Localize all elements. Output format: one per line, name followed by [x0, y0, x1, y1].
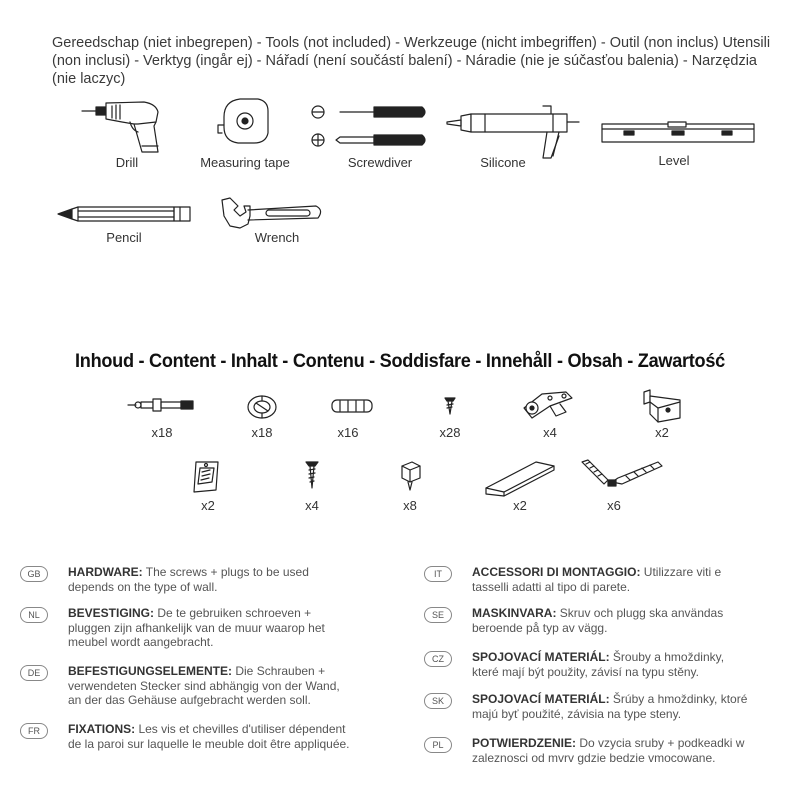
hardware-note-pl: PL POTWIERDZENIE: Do vzycia sruby + podkeadki w zaleznosci od mvrv gdzie bedzie vmocowane. — [424, 736, 754, 765]
hanging-bracket-icon — [640, 388, 688, 424]
hardware-note-sk: SK SPOJOVACÍ MATERIÁL: Šrúby a hmoždinky, ktoré majú byť použité, závisia na type steny. — [424, 692, 754, 721]
lang-badge-de: DE — [20, 665, 48, 681]
tool-label-level: Level — [658, 153, 690, 168]
tool-label-wrench: Wrench — [254, 230, 300, 245]
part-qty-hanging-bracket: x2 — [655, 425, 669, 440]
part-qty-wall-plate: x2 — [201, 498, 215, 513]
lang-badge-sk: SK — [424, 693, 452, 709]
tool-label-screwdriver: Screwdiver — [347, 155, 413, 170]
hinge-icon — [520, 388, 576, 422]
hardware-note-se: SE MASKINVARA: Skruv och plugg ska användas beroende på typ av vägg. — [424, 606, 754, 635]
measuring-tape-icon — [218, 97, 272, 145]
hardware-note-de: DE BEFESTIGUNGSELEMENTE: Die Schrauben + verwendeten Stecker sind abhängig von der Wand, an der das Gehäuse aufgebracht werden soll. — [20, 664, 350, 708]
tools-header: Gereedschap (niet inbegrepen) - Tools (not included) - Werkzeuge (nicht imbegriffen) - Outil (non inclus) Utensili (non inclusi) - Verktyg (ingår ej) - Nářadí (není součástí balení) - Náradie (nie je súčasťou balenia) - Narzędzia (nie laczyc) — [52, 35, 771, 87]
lang-badge-pl: PL — [424, 737, 452, 753]
part-qty-cam-lock: x18 — [251, 425, 273, 440]
lang-badge-it: IT — [424, 566, 452, 582]
part-qty-wall-plug-screw: x6 — [607, 498, 621, 513]
part-qty-small-screw: x28 — [439, 425, 461, 440]
part-qty-screw: x4 — [305, 498, 319, 513]
part-qty-metal-rail: x2 — [513, 498, 527, 513]
lang-badge-fr: FR — [20, 723, 48, 739]
hardware-note-cz: CZ SPOJOVACÍ MATERIÁL: Šrouby a hmoždinky, které mají být použity, závisí na typu stěny. — [424, 650, 754, 679]
lang-badge-se: SE — [424, 607, 452, 623]
cam-bolt-icon — [128, 396, 194, 414]
screwdriver-icon — [310, 104, 430, 150]
part-qty-dowel: x16 — [337, 425, 359, 440]
wall-plug-screw-icon — [578, 458, 664, 490]
lang-badge-cz: CZ — [424, 651, 452, 667]
tool-label-pencil: Pencil — [106, 230, 142, 245]
pencil-icon — [58, 206, 190, 222]
wrench-icon — [220, 196, 324, 232]
cam-lock-icon — [246, 394, 278, 420]
lang-badge-nl: NL — [20, 607, 48, 623]
tool-label-measuring-tape: Measuring tape — [200, 155, 290, 170]
hardware-note-it: IT ACCESSORI DI MONTAGGIO: Utilizzare viti e tasselli adatti al tipo di parete. — [424, 565, 754, 594]
level-icon — [602, 122, 754, 146]
hardware-note-nl: NL BEVESTIGING: De te gebruiken schroeven + pluggen zijn afhankelijk van de muur waarop het meubel wordt aangebracht. — [20, 606, 350, 650]
part-qty-cam-bolt: x18 — [151, 425, 173, 440]
tool-label-silicone: Silicone — [480, 155, 526, 170]
wall-plate-icon — [190, 460, 222, 494]
wooden-dowel-icon — [330, 398, 374, 414]
part-qty-shelf-support: x8 — [403, 498, 417, 513]
screw-icon — [305, 460, 319, 490]
hardware-note-gb: GB HARDWARE: The screws + plugs to be used depends on the type of wall. — [20, 565, 350, 594]
part-qty-hinge: x4 — [543, 425, 557, 440]
silicone-gun-icon — [447, 102, 579, 158]
small-screw-icon — [444, 396, 456, 416]
tool-label-drill: Drill — [115, 155, 139, 170]
hardware-note-fr: FR FIXATIONS: Les vis et chevilles d'utiliser dépendent de la paroi sur laquelle le meuble doit être appliquée. — [20, 722, 350, 751]
drill-icon — [82, 100, 172, 156]
metal-rail-icon — [484, 460, 556, 496]
lang-badge-gb: GB — [20, 566, 48, 582]
shelf-support-icon — [398, 460, 424, 492]
content-title: Inhoud - Content - Inhalt - Contenu - Soddisfare - Innehåll - Obsah - Zawartość — [75, 350, 725, 372]
